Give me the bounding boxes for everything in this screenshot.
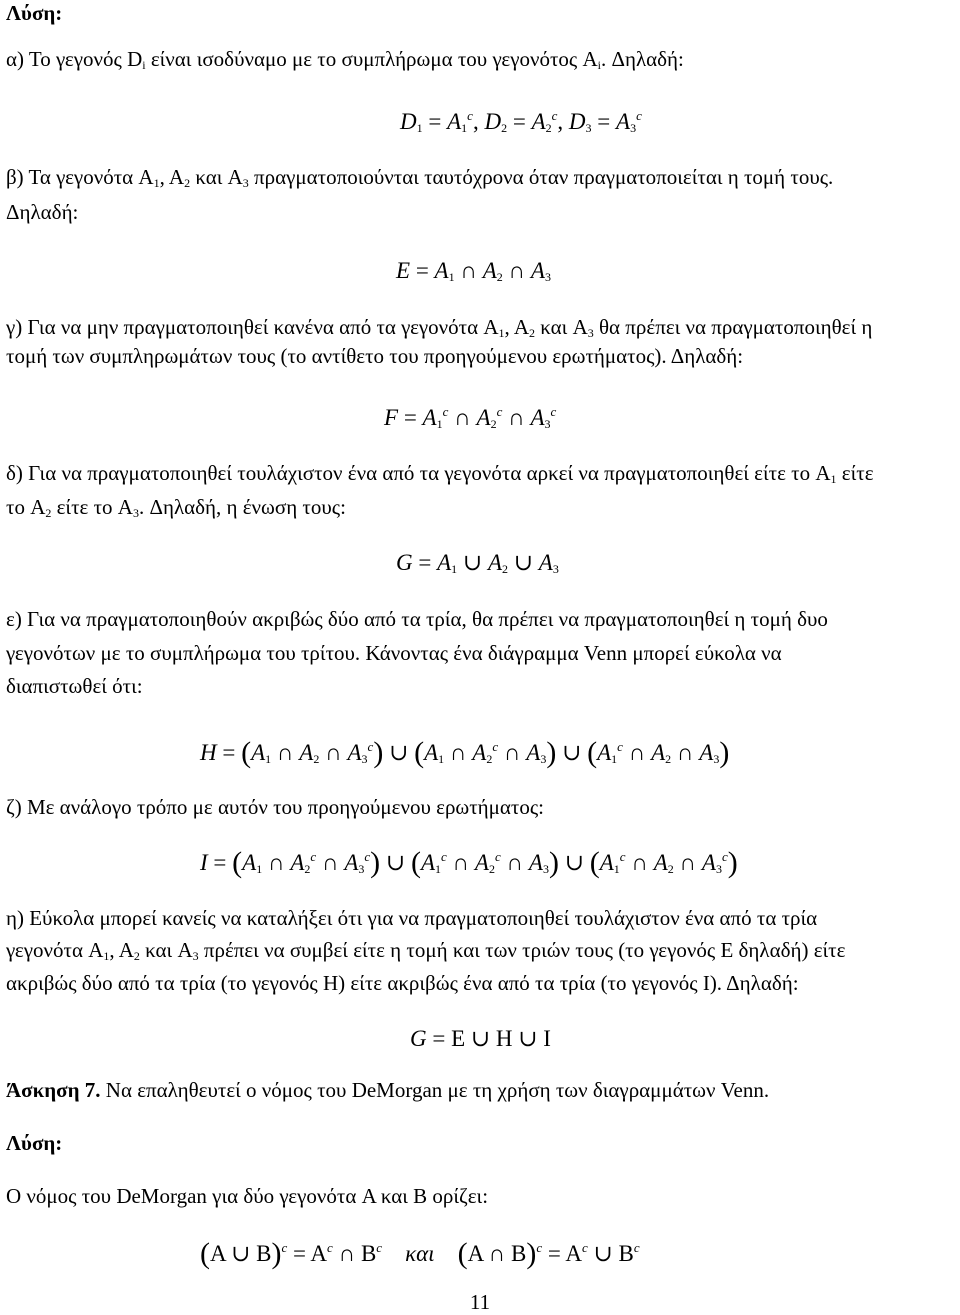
part-d-line2: το $A_2$ είτε το $A_3$. Δηλαδή, η ένωση τους: — [6, 495, 346, 520]
part-e-line1: ε) Για να πραγματοποιηθούν ακριβώς δύο από τα τρία, θα πρέπει να πραγματοποιηθεί η τομή δυο — [6, 607, 828, 631]
equation-f: $F = A_1^c$ ∩ $A_2^c$ ∩ $A_3^c$ — [384, 404, 557, 431]
exercise-label: Άσκηση 7. — [6, 1078, 101, 1102]
part-h-line3: ακριβώς δύο από τα τρία (το γεγονός Η) είτε ακριβώς ένα από τα τρία (το γεγονός Ι). Δηλαδή: — [6, 971, 799, 995]
part-b-line2: Δηλαδή: — [6, 200, 79, 224]
equation-e: $E = A_1$ ∩ $A_2$ ∩ $A_3$ — [396, 258, 551, 284]
part-h-line2: γεγονότα $A_1$, $A_2$ και $A_3$ πρέπει να συμβεί είτε η τομή και των τριών τους (το γεγονός Ε δηλαδή) είτε — [6, 938, 846, 963]
solution-heading-2: Λύση: — [6, 1131, 63, 1155]
equation-g-final: G = Ε ∪ Η ∪ Ι — [410, 1026, 551, 1051]
equation-g: $G = A_1$ ∪ $A_2$ ∪ $A_3$ — [396, 550, 559, 576]
part-c-line2: τομή των συμπληρωμάτων τους (το αντίθετο του προηγούμενου ερωτήματος). Δηλαδή: — [6, 344, 744, 368]
part-e-line2: γεγονότων με το συμπλήρωμα του τρίτου. Κάνοντας ένα διάγραμμα Venn μπορεί εύκολα να — [6, 641, 782, 665]
part-c-line1: γ) Για να μην πραγματοποιηθεί κανένα από τα γεγονότα $A_1$, $A_2$ και $A_3$ θα πρέπει να πραγματοποιηθεί η — [6, 315, 873, 340]
solution-heading: Λύση: — [6, 1, 63, 25]
demorgan-intro: Ο νόμος του DeMorgan για δύο γεγονότα A και B ορίζει: — [6, 1184, 489, 1208]
part-d-line1: δ) Για να πραγματοποιηθεί τουλάχιστον ένα από τα γεγονότα αρκεί να πραγματοποιηθεί είτε το $A_1$ είτε — [6, 461, 874, 486]
exercise-7: Άσκηση 7. Να επαληθευτεί ο νόμος του DeMorgan με τη χρήση των διαγραμμάτων Venn. — [6, 1078, 770, 1102]
equation-demorgan: (A ∪ $B)^c = A^c$ ∩ $B^c$ και (A ∩ $B)^c = A^c$ ∪ $B^c$ — [200, 1237, 640, 1270]
part-h-line1: η) Εύκολα μπορεί κανείς να καταλήξει ότι για να πραγματοποιηθεί τουλάχιστον ένα από τα τρία — [6, 906, 818, 930]
part-z-text: ζ) Με ανάλογο τρόπο με αυτόν του προηγούμενου ερωτήματος: — [6, 795, 545, 819]
part-a-text: α) Το γεγονός $D_i$ είναι ισοδύναμο με το συμπλήρωμα του γεγονότος $A_i$. Δηλαδή: — [6, 47, 684, 72]
equation-h: $H = (A_1$ ∩ $A_2$ ∩ $A_3^c$) ∪ ($A_1$ ∩ $A_2^c$ ∩ $A_3$) ∪ ($A_1^c$ ∩ $A_2$ ∩ $A_3$) — [200, 736, 730, 769]
part-b-text: β) Τα γεγονότα $A_1$, $A_2$ και $A_3$ πραγματοποιούνται ταυτόχρονα όταν πραγματοποιείται η τομή τους. — [6, 165, 834, 190]
page-number: 11 — [469, 1290, 491, 1314]
part-e-line3: διαπιστωθεί ότι: — [6, 674, 143, 698]
equation-i: $I = (A_1$ ∩ $A_2^c$ ∩ $A_3^c$) ∪ ($A_1^c$ ∩ $A_2^c$ ∩ $A_3$) ∪ ($A_1^c$ ∩ $A_2$ ∩ $A_3^c$) — [200, 846, 738, 879]
equation-d: $D_1 = A_1^c$, $D_2 = A_2^c$, $D_3 = A_3^c$ — [400, 108, 642, 135]
